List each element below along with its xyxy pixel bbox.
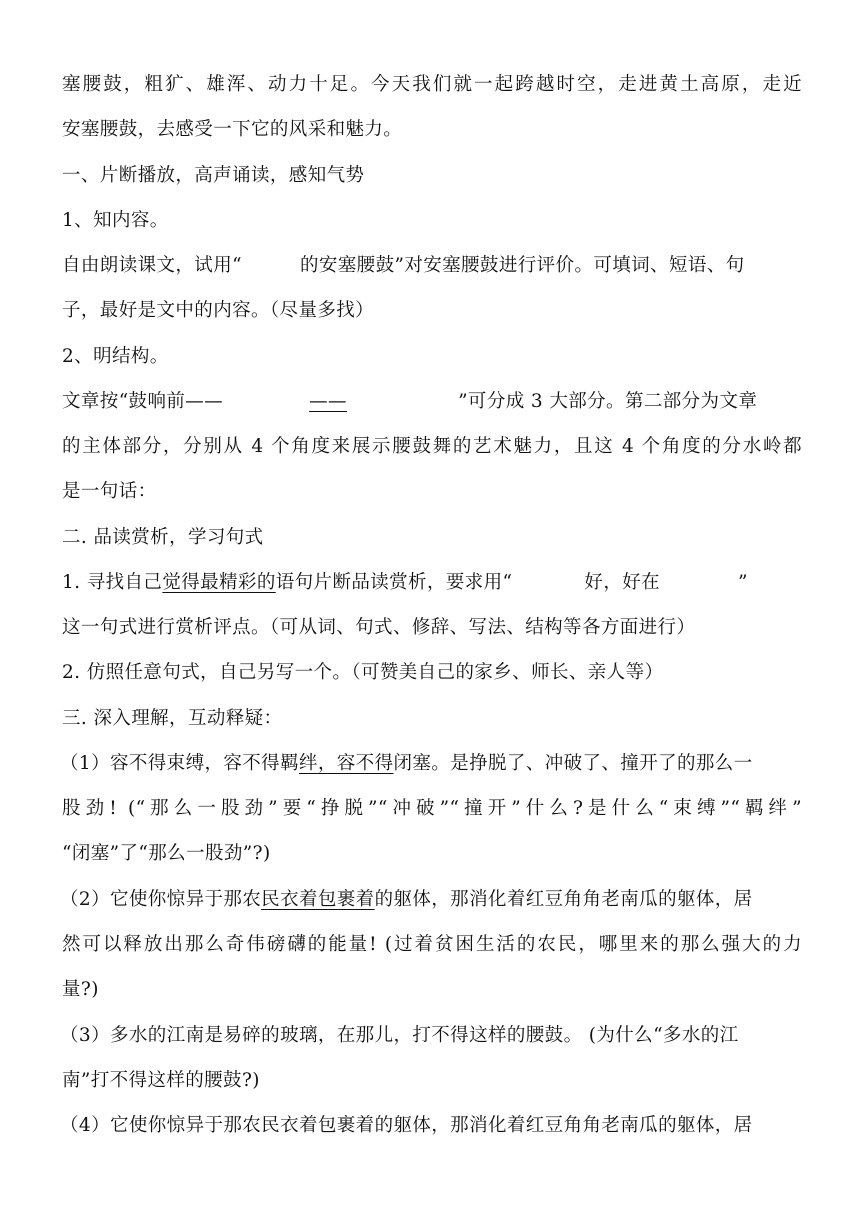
subheading: 2、明结构。 [62, 346, 169, 367]
text-line: 2. 仿照任意句式，自己另写一个。（可赞美自己的家乡、师长、亲人等） [62, 662, 664, 683]
text-line: 子，最好是文中的内容。（尽量多找） [62, 300, 375, 321]
text-line [60, 752, 800, 776]
text-line: 南”打不得这样的腰鼓?) [62, 1070, 260, 1091]
text-line: 股劲! (“那么一股劲”要“挣脱”“冲破”“撞开”什么?是什么“束缚”“羁绊” [62, 798, 802, 819]
underlined-text: 觉得最精彩的 [162, 572, 276, 593]
text-segment: 自由朗读课文，试用“ [62, 255, 242, 276]
text-line: （3）多水的江南是易碎的玻璃，在那儿，打不得这样的腰鼓。 (为什么“多水的江 [60, 1025, 739, 1046]
text-line: 塞腰鼓，粗犷、雄浑、动力十足。今天我们就一起跨越时空，走进黄土高原，走近 [62, 74, 802, 95]
text-segment: 1. 寻找自己 [62, 572, 163, 593]
section-heading: 二. 品读赏析，学习句式 [62, 527, 264, 548]
text-segment: （2）它使你惊异于那农 [60, 889, 262, 910]
text-segment: 好，好在 [584, 572, 661, 593]
text-line: 量?) [62, 979, 99, 1000]
text-segment: ” [738, 572, 748, 593]
text-line: “闭塞”了“那么一股劲”?) [62, 843, 271, 864]
text-line [62, 254, 802, 278]
text-line: 这一句式进行赏析评点。（可从词、句式、修辞、写法、结构等各方面进行） [62, 617, 696, 638]
text-line [62, 390, 802, 414]
subheading: 1、知内容。 [62, 210, 169, 231]
underlined-text: 民衣着包裹着 [261, 889, 375, 910]
text-segment: 文章按“鼓响前—— [62, 391, 224, 412]
underlined-blank [286, 390, 370, 414]
text-segment: —— [309, 391, 347, 412]
text-segment: 语句片断品读赏析，要求用“ [275, 572, 513, 593]
text-segment: 的安塞腰鼓”对安塞腰鼓进行评价。可填词、短语、句 [299, 255, 745, 276]
section-heading: 一、片断播放，高声诵读，感知气势 [62, 165, 365, 186]
text-segment: ”可分成 3 大部分。第二部分为文章 [458, 391, 758, 412]
text-line: 安塞腰鼓，去感受一下它的风采和魅力。 [62, 119, 403, 140]
text-segment: （1）容不得束缚，容不得羁 [60, 753, 299, 774]
text-line: 然可以释放出那么奇伟磅礴的能量! (过着贫困生活的农民，哪里来的那么强大的力 [62, 934, 802, 955]
text-segment: 闭塞。是挣脱了、冲破了、撞开了的那么一 [393, 753, 753, 774]
text-segment: 的躯体，那消化着红豆角角老南瓜的躯体，居 [374, 889, 753, 910]
text-line: （4）它使你惊异于那农民衣着包裹着的躯体，那消化着红豆角角老南瓜的躯体，居 [60, 1115, 753, 1136]
text-line: 是一句话： [62, 481, 157, 502]
section-heading: 三. 深入理解，互动释疑： [62, 708, 283, 729]
text-line [62, 571, 802, 595]
text-line: 的主体部分，分别从 4 个角度来展示腰鼓舞的艺术魅力，且这 4 个角度的分水岭都 [62, 436, 802, 457]
text-line [60, 888, 800, 912]
underlined-text: 绊，容不得 [298, 753, 394, 774]
